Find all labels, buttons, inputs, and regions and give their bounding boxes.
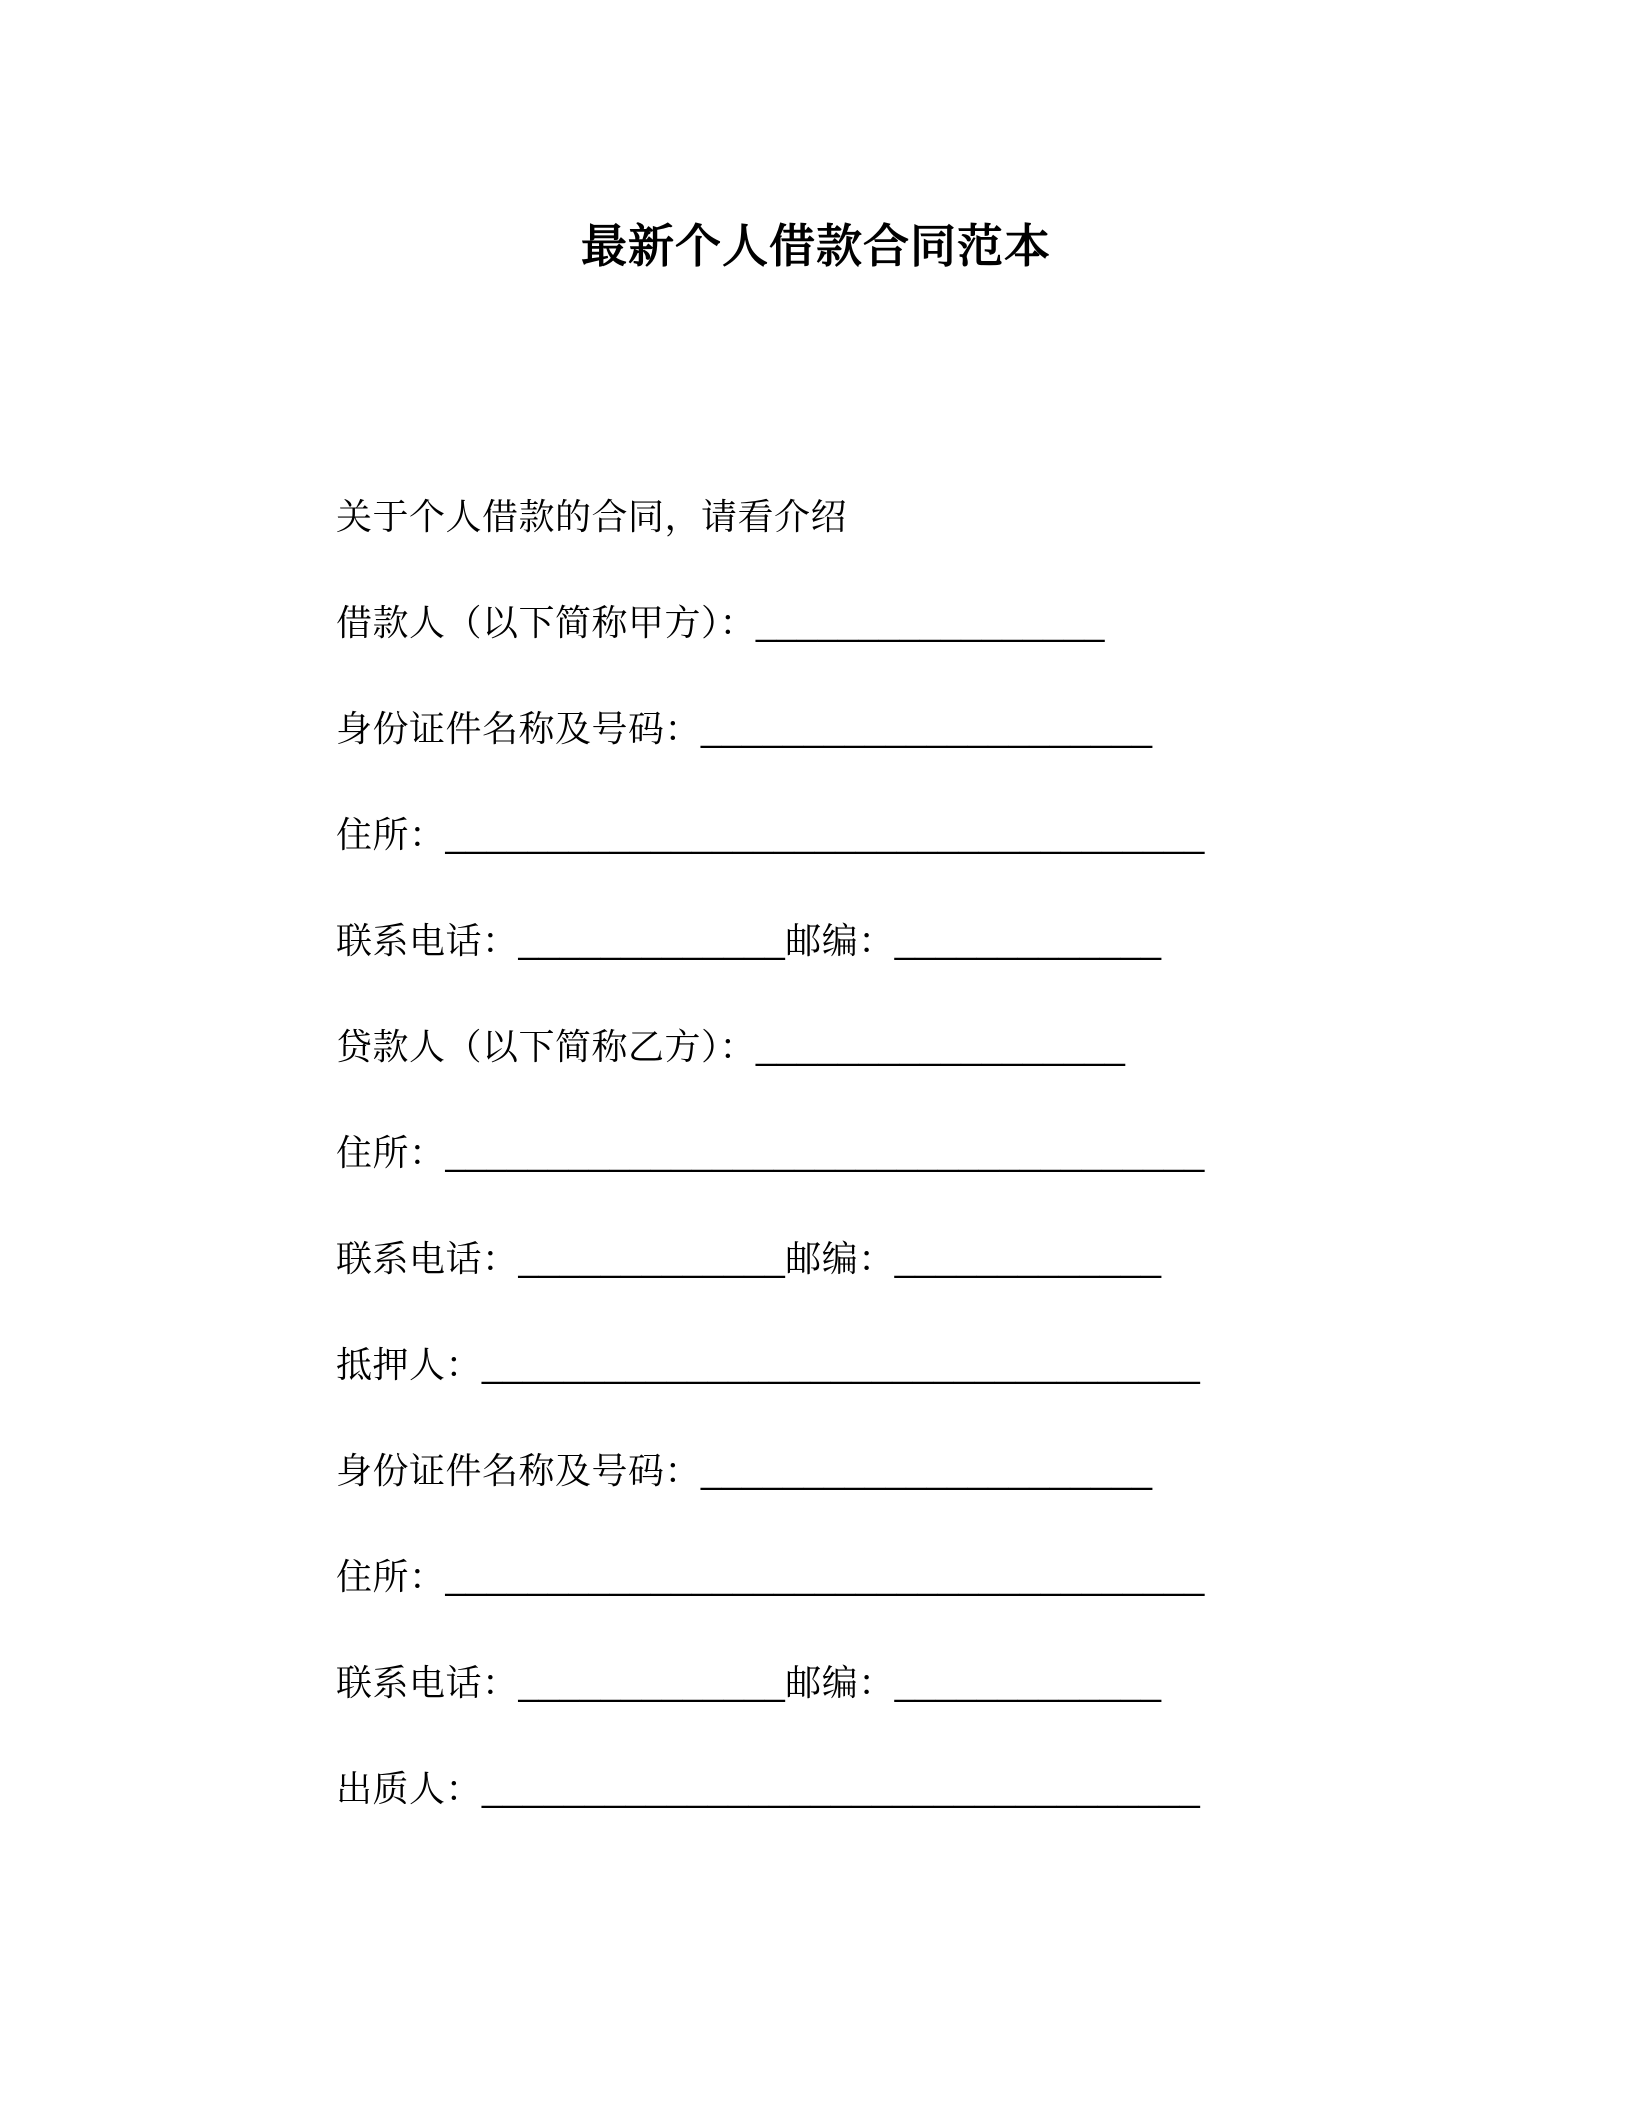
line-id-name-number-1: 身份证件名称及号码：______________________: [336, 708, 1153, 749]
line-phone-zip-2: 联系电话：_____________邮编：_____________: [336, 1238, 1162, 1279]
line-id-name-number-2: 身份证件名称及号码：______________________: [336, 1450, 1153, 1491]
line-intro: 关于个人借款的合同，请看介绍: [336, 496, 848, 537]
line-address-3: 住所：_____________________________________: [336, 1556, 1205, 1597]
line-address-1: 住所：_____________________________________: [336, 814, 1205, 855]
line-pledgor: 出质人：___________________________________: [336, 1768, 1201, 1809]
document-body: [336, 498, 1236, 1876]
line-address-2: 住所：_____________________________________: [336, 1132, 1205, 1173]
line-phone-zip-1: 联系电话：_____________邮编：_____________: [336, 920, 1162, 961]
line-mortgagor: 抵押人：___________________________________: [336, 1344, 1201, 1385]
line-lender-party-b: 贷款人（以下简称乙方）：__________________: [336, 1026, 1126, 1067]
line-phone-zip-3: 联系电话：_____________邮编：_____________: [336, 1662, 1162, 1703]
line-borrower-party-a: 借款人（以下简称甲方）：_________________: [336, 602, 1105, 643]
document-title: 最新个人借款合同范本: [581, 220, 1051, 272]
